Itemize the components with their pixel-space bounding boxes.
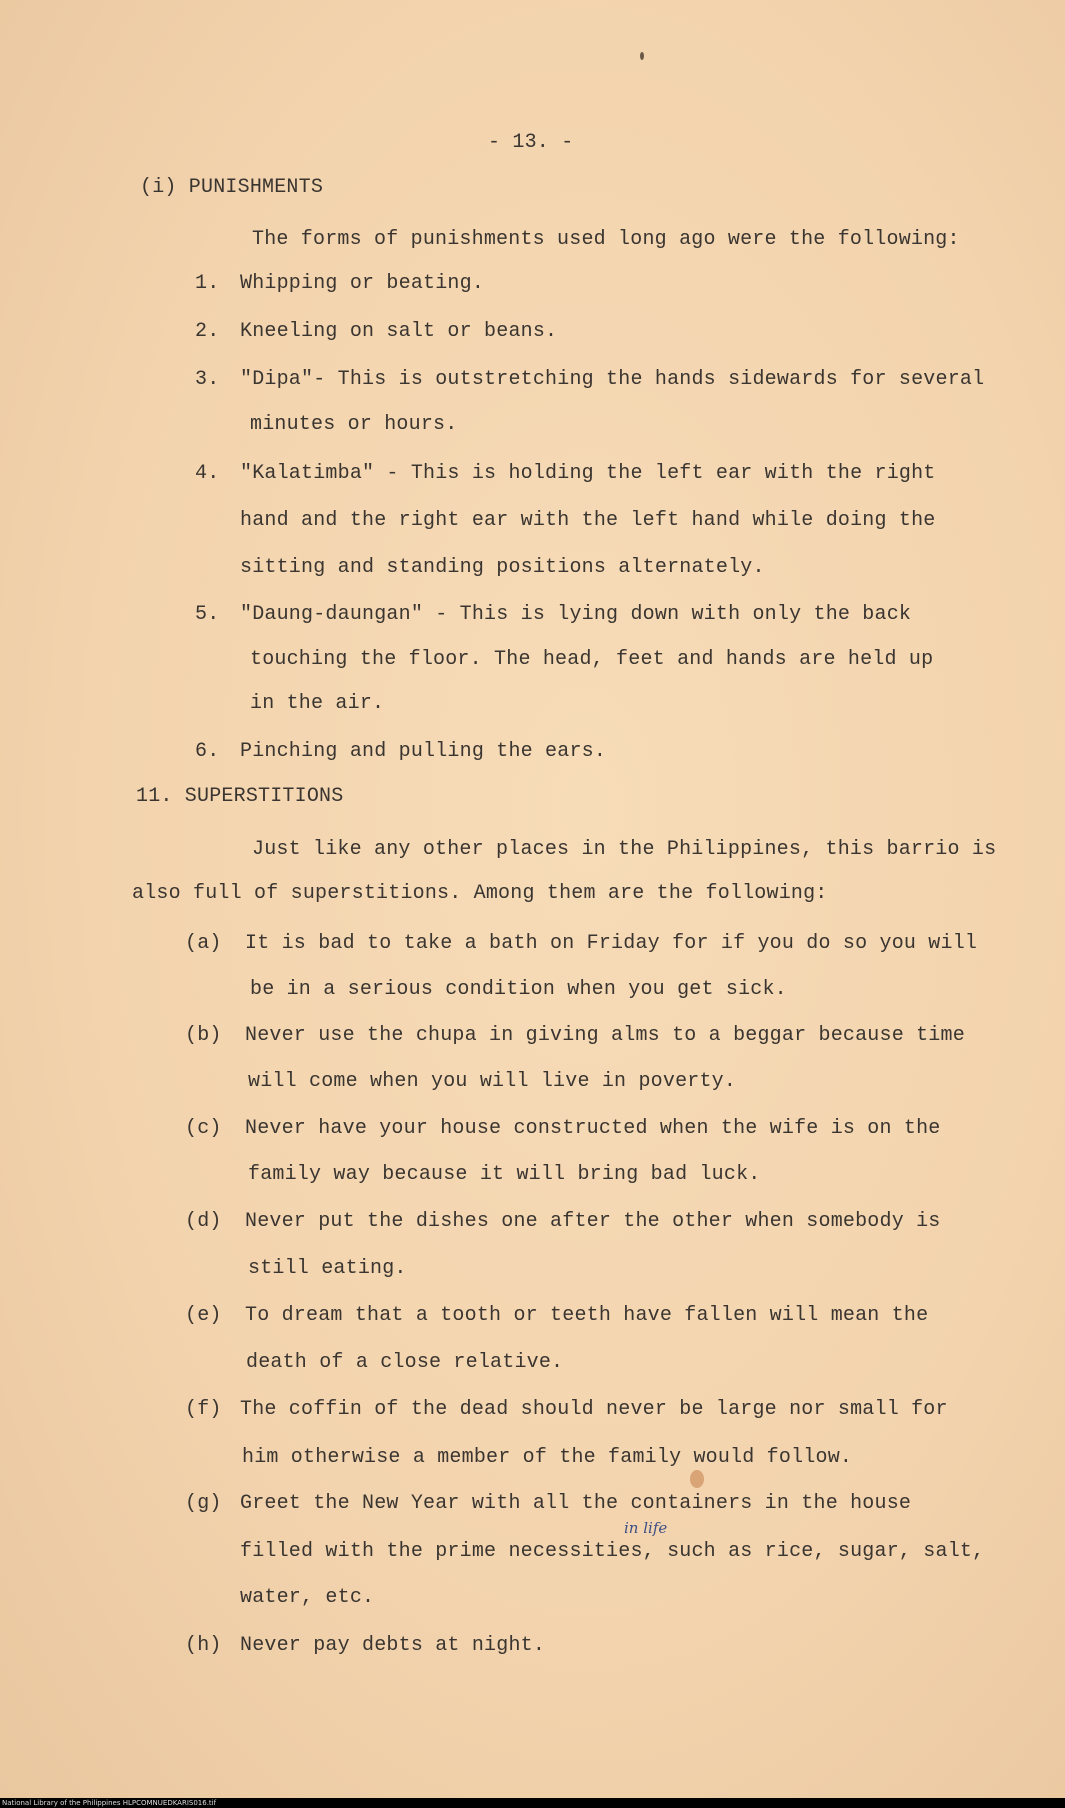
punishments-intro: The forms of punishments used long ago were the following: <box>252 228 960 251</box>
list-label: (g) <box>185 1492 222 1515</box>
list-item-continuation: death of a close relative. <box>246 1351 564 1374</box>
list-item: "Kalatimba" - This is holding the left ear with the right <box>240 462 936 485</box>
list-item-continuation: sitting and standing positions alternately. <box>240 556 765 579</box>
list-item: "Daung-daungan" - This is lying down with only the back <box>240 603 912 626</box>
list-item-continuation: still eating. <box>248 1257 407 1280</box>
list-item: Never use the chupa in giving alms to a beggar because time <box>245 1024 965 1047</box>
superstitions-heading: 11. SUPERSTITIONS <box>136 785 344 808</box>
list-label: (b) <box>185 1024 222 1047</box>
list-item: Never put the dishes one after the other when somebody is <box>245 1210 941 1233</box>
list-item: Greet the New Year with all the containers in the house <box>240 1492 912 1515</box>
list-item-continuation: water, etc. <box>240 1586 375 1609</box>
list-item: Never have your house constructed when the wife is on the <box>245 1117 941 1140</box>
handwritten-insertion: in life <box>624 1519 668 1537</box>
list-item-continuation: minutes or hours. <box>250 413 458 436</box>
punishments-heading: (i) PUNISHMENTS <box>140 176 324 199</box>
list-item-continuation: in the air. <box>250 692 385 715</box>
list-item: "Dipa"- This is outstretching the hands sidewards for several <box>240 368 985 391</box>
list-item: The coffin of the dead should never be large nor small for <box>240 1398 948 1421</box>
list-item: To dream that a tooth or teeth have fallen will mean the <box>245 1304 929 1327</box>
list-label: (h) <box>185 1634 222 1657</box>
list-number: 6. <box>195 740 220 763</box>
list-label: (d) <box>185 1210 222 1233</box>
list-number: 1. <box>195 272 220 295</box>
paper-stain <box>690 1470 704 1488</box>
list-label: (e) <box>185 1304 222 1327</box>
list-item: It is bad to take a bath on Friday for if you do so you will <box>245 932 978 955</box>
list-item: Never pay debts at night. <box>240 1634 546 1657</box>
ink-speck <box>640 52 644 60</box>
list-item-continuation: him otherwise a member of the family would follow. <box>242 1446 853 1469</box>
list-label: (f) <box>185 1398 222 1421</box>
page-number: - 13. - <box>488 131 574 154</box>
list-item-continuation: touching the floor. The head, feet and hands are held up <box>250 648 934 671</box>
list-item: Whipping or beating. <box>240 272 485 295</box>
list-item-continuation: be in a serious condition when you get sick. <box>250 978 787 1001</box>
list-number: 3. <box>195 368 220 391</box>
list-label: (a) <box>185 932 222 955</box>
superstitions-intro: Just like any other places in the Philippines, this barrio is <box>252 838 997 861</box>
list-item-continuation: will come when you will live in poverty. <box>248 1070 737 1093</box>
list-item: Kneeling on salt or beans. <box>240 320 558 343</box>
list-label: (c) <box>185 1117 222 1140</box>
list-item-continuation: family way because it will bring bad luck. <box>248 1163 761 1186</box>
superstitions-intro-continuation: also full of superstitions. Among them are the following: <box>132 882 828 905</box>
list-number: 4. <box>195 462 220 485</box>
scan-footer-text: National Library of the Philippines HLPCOMNUEDKARIS016.tif <box>2 1799 217 1807</box>
list-item-continuation: filled with the prime necessities, such as rice, sugar, salt, <box>240 1540 985 1563</box>
list-item: Pinching and pulling the ears. <box>240 740 607 763</box>
list-item-continuation: hand and the right ear with the left hand while doing the <box>240 509 936 532</box>
list-number: 5. <box>195 603 220 626</box>
list-number: 2. <box>195 320 220 343</box>
